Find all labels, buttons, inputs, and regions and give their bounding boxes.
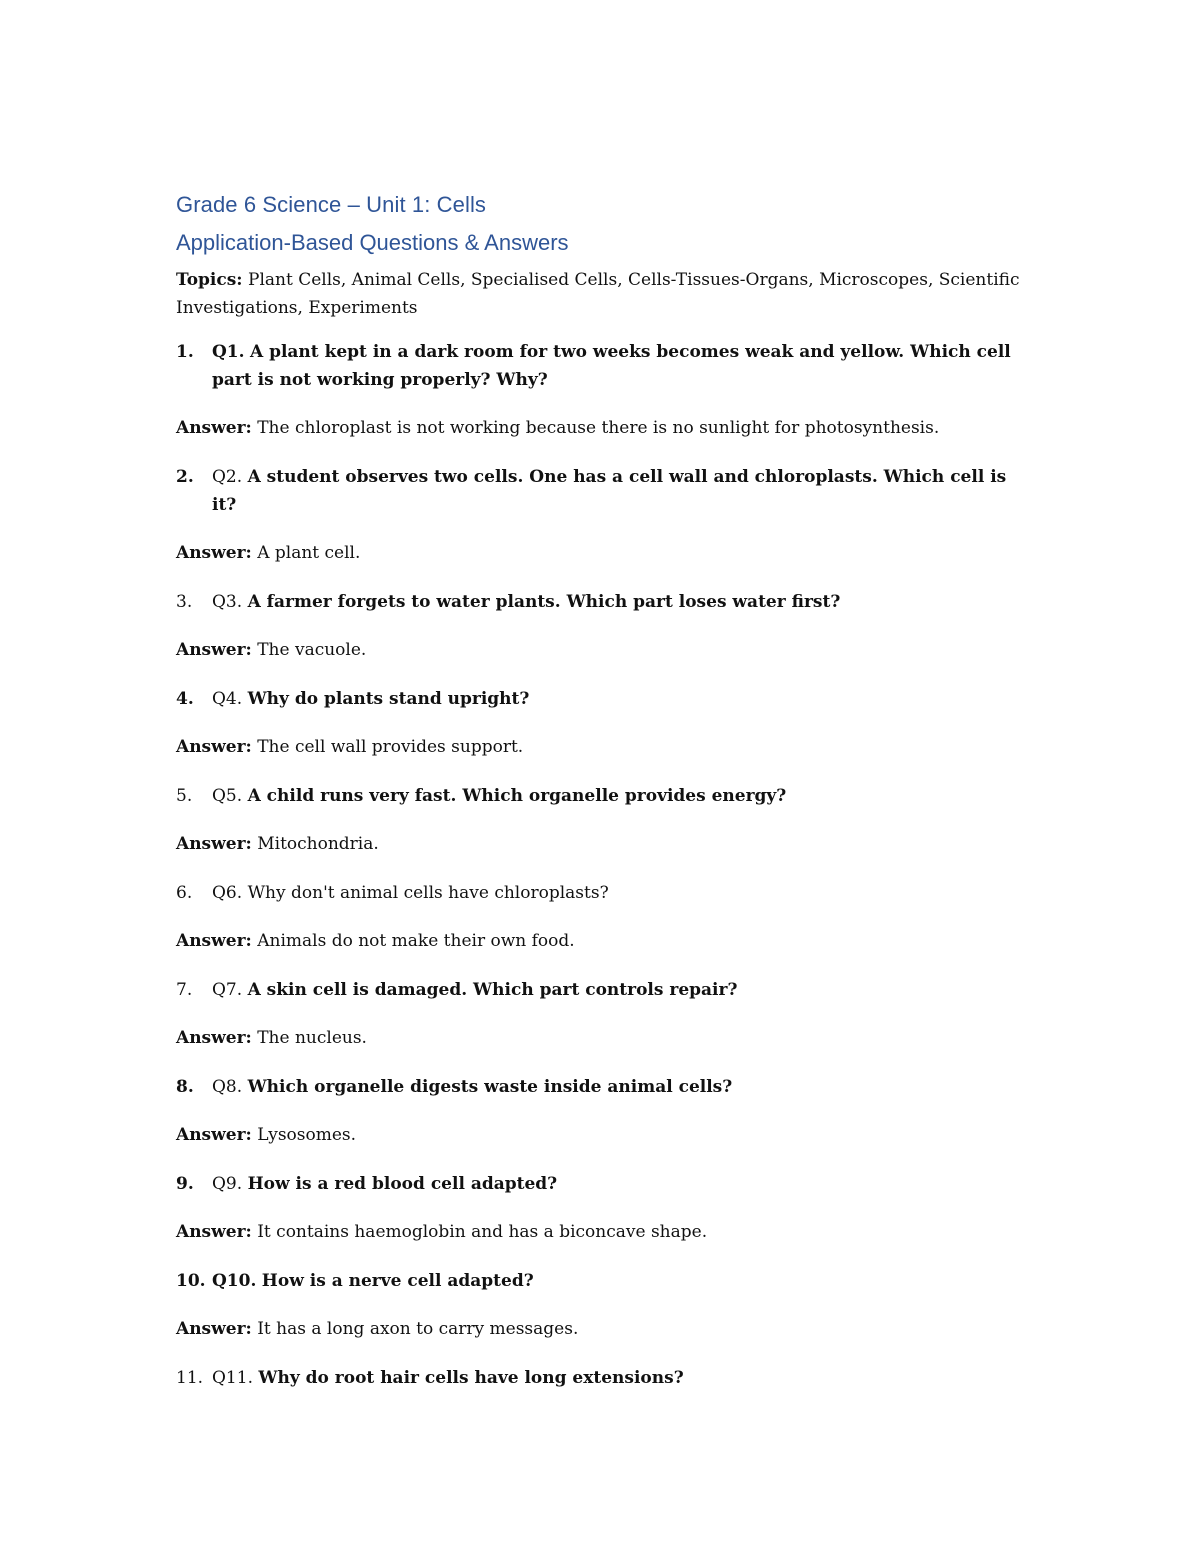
- question-text: A plant kept in a dark room for two weeks becomes weak and yellow. Which cell part is not working properly? Why?: [212, 342, 1011, 390]
- answer-item: [176, 414, 1036, 442]
- answer-label: Answer:: [176, 931, 252, 951]
- question-item: [176, 685, 1036, 713]
- answer-item: [176, 733, 1036, 761]
- question-item: [176, 1267, 1036, 1295]
- question-id: Q1.: [212, 342, 245, 362]
- answer-text: Mitochondria.: [257, 834, 379, 854]
- question-item: [176, 1073, 1036, 1101]
- question-id: Q6.: [212, 883, 243, 903]
- answer-label: Answer:: [176, 640, 252, 660]
- question-number: 3.: [176, 592, 193, 612]
- answer-text: It has a long axon to carry messages.: [257, 1319, 579, 1339]
- document-title: Grade 6 Science – Unit 1: Cells: [176, 192, 487, 217]
- answer-text: The chloroplast is not working because there is no sunlight for photosynthesis.: [257, 418, 940, 438]
- answer-item: [176, 636, 1036, 664]
- answer-item: [176, 1315, 1036, 1343]
- topics-label: Topics:: [176, 270, 243, 290]
- question-number: 10.: [176, 1271, 206, 1291]
- answer-text: A plant cell.: [257, 543, 361, 563]
- answer-label: Answer:: [176, 543, 252, 563]
- document-page: [176, 188, 1036, 1392]
- question-text: Why do root hair cells have long extensions?: [258, 1368, 684, 1388]
- question-number: 4.: [176, 689, 194, 709]
- answer-item: [176, 1218, 1036, 1246]
- answer-text: It contains haemoglobin and has a biconcave shape.: [257, 1222, 708, 1242]
- topics-line: [176, 266, 1036, 322]
- question-id: Q4.: [212, 689, 243, 709]
- qa-list: [176, 338, 1036, 1392]
- question-id: Q7.: [212, 980, 243, 1000]
- question-text: Why do plants stand upright?: [247, 689, 530, 709]
- question-id: Q8.: [212, 1077, 243, 1097]
- answer-label: Answer:: [176, 737, 252, 757]
- question-number: 11.: [176, 1368, 204, 1388]
- question-id: Q10.: [212, 1271, 257, 1291]
- question-item: [176, 463, 1036, 519]
- question-text: A skin cell is damaged. Which part controls repair?: [247, 980, 738, 1000]
- question-item: [176, 1170, 1036, 1198]
- question-item: [176, 588, 1036, 616]
- answer-label: Answer:: [176, 834, 252, 854]
- answer-text: Animals do not make their own food.: [257, 931, 575, 951]
- question-text: A child runs very fast. Which organelle provides energy?: [247, 786, 787, 806]
- answer-label: Answer:: [176, 1125, 252, 1145]
- question-text: Why don't animal cells have chloroplasts?: [247, 883, 609, 903]
- answer-text: Lysosomes.: [257, 1125, 357, 1145]
- question-text: Which organelle digests waste inside animal cells?: [247, 1077, 733, 1097]
- answer-label: Answer:: [176, 1222, 252, 1242]
- question-text: A farmer forgets to water plants. Which part loses water first?: [247, 592, 841, 612]
- question-number: 6.: [176, 883, 193, 903]
- answer-text: The nucleus.: [257, 1028, 367, 1048]
- question-number: 1.: [176, 342, 194, 362]
- answer-label: Answer:: [176, 1319, 252, 1339]
- question-id: Q5.: [212, 786, 243, 806]
- answer-item: [176, 539, 1036, 567]
- answer-item: [176, 927, 1036, 955]
- answer-label: Answer:: [176, 418, 252, 438]
- question-text: How is a nerve cell adapted?: [261, 1271, 534, 1291]
- answer-text: The vacuole.: [257, 640, 367, 660]
- answer-item: [176, 1024, 1036, 1052]
- question-number: 5.: [176, 786, 193, 806]
- question-number: 7.: [176, 980, 193, 1000]
- question-item: [176, 1364, 1036, 1392]
- question-text: How is a red blood cell adapted?: [247, 1174, 558, 1194]
- question-id: Q9.: [212, 1174, 243, 1194]
- question-number: 2.: [176, 467, 194, 487]
- question-number: 8.: [176, 1077, 194, 1097]
- question-text: A student observes two cells. One has a cell wall and chloroplasts. Which cell is it?: [212, 467, 1007, 515]
- answer-label: Answer:: [176, 1028, 252, 1048]
- answer-text: The cell wall provides support.: [257, 737, 524, 757]
- question-id: Q11.: [212, 1368, 253, 1388]
- answer-item: [176, 830, 1036, 858]
- question-id: Q3.: [212, 592, 243, 612]
- question-item: [176, 338, 1036, 394]
- question-item: [176, 782, 1036, 810]
- answer-item: [176, 1121, 1036, 1149]
- question-item: [176, 879, 1036, 907]
- question-id: Q2.: [212, 467, 243, 487]
- document-subtitle: Application-Based Questions & Answers: [176, 230, 569, 255]
- question-number: 9.: [176, 1174, 194, 1194]
- question-item: [176, 976, 1036, 1004]
- topics-text: Plant Cells, Animal Cells, Specialised Cells, Cells-Tissues-Organs, Microscopes, Scientific Investigations, Experiments: [176, 270, 1020, 318]
